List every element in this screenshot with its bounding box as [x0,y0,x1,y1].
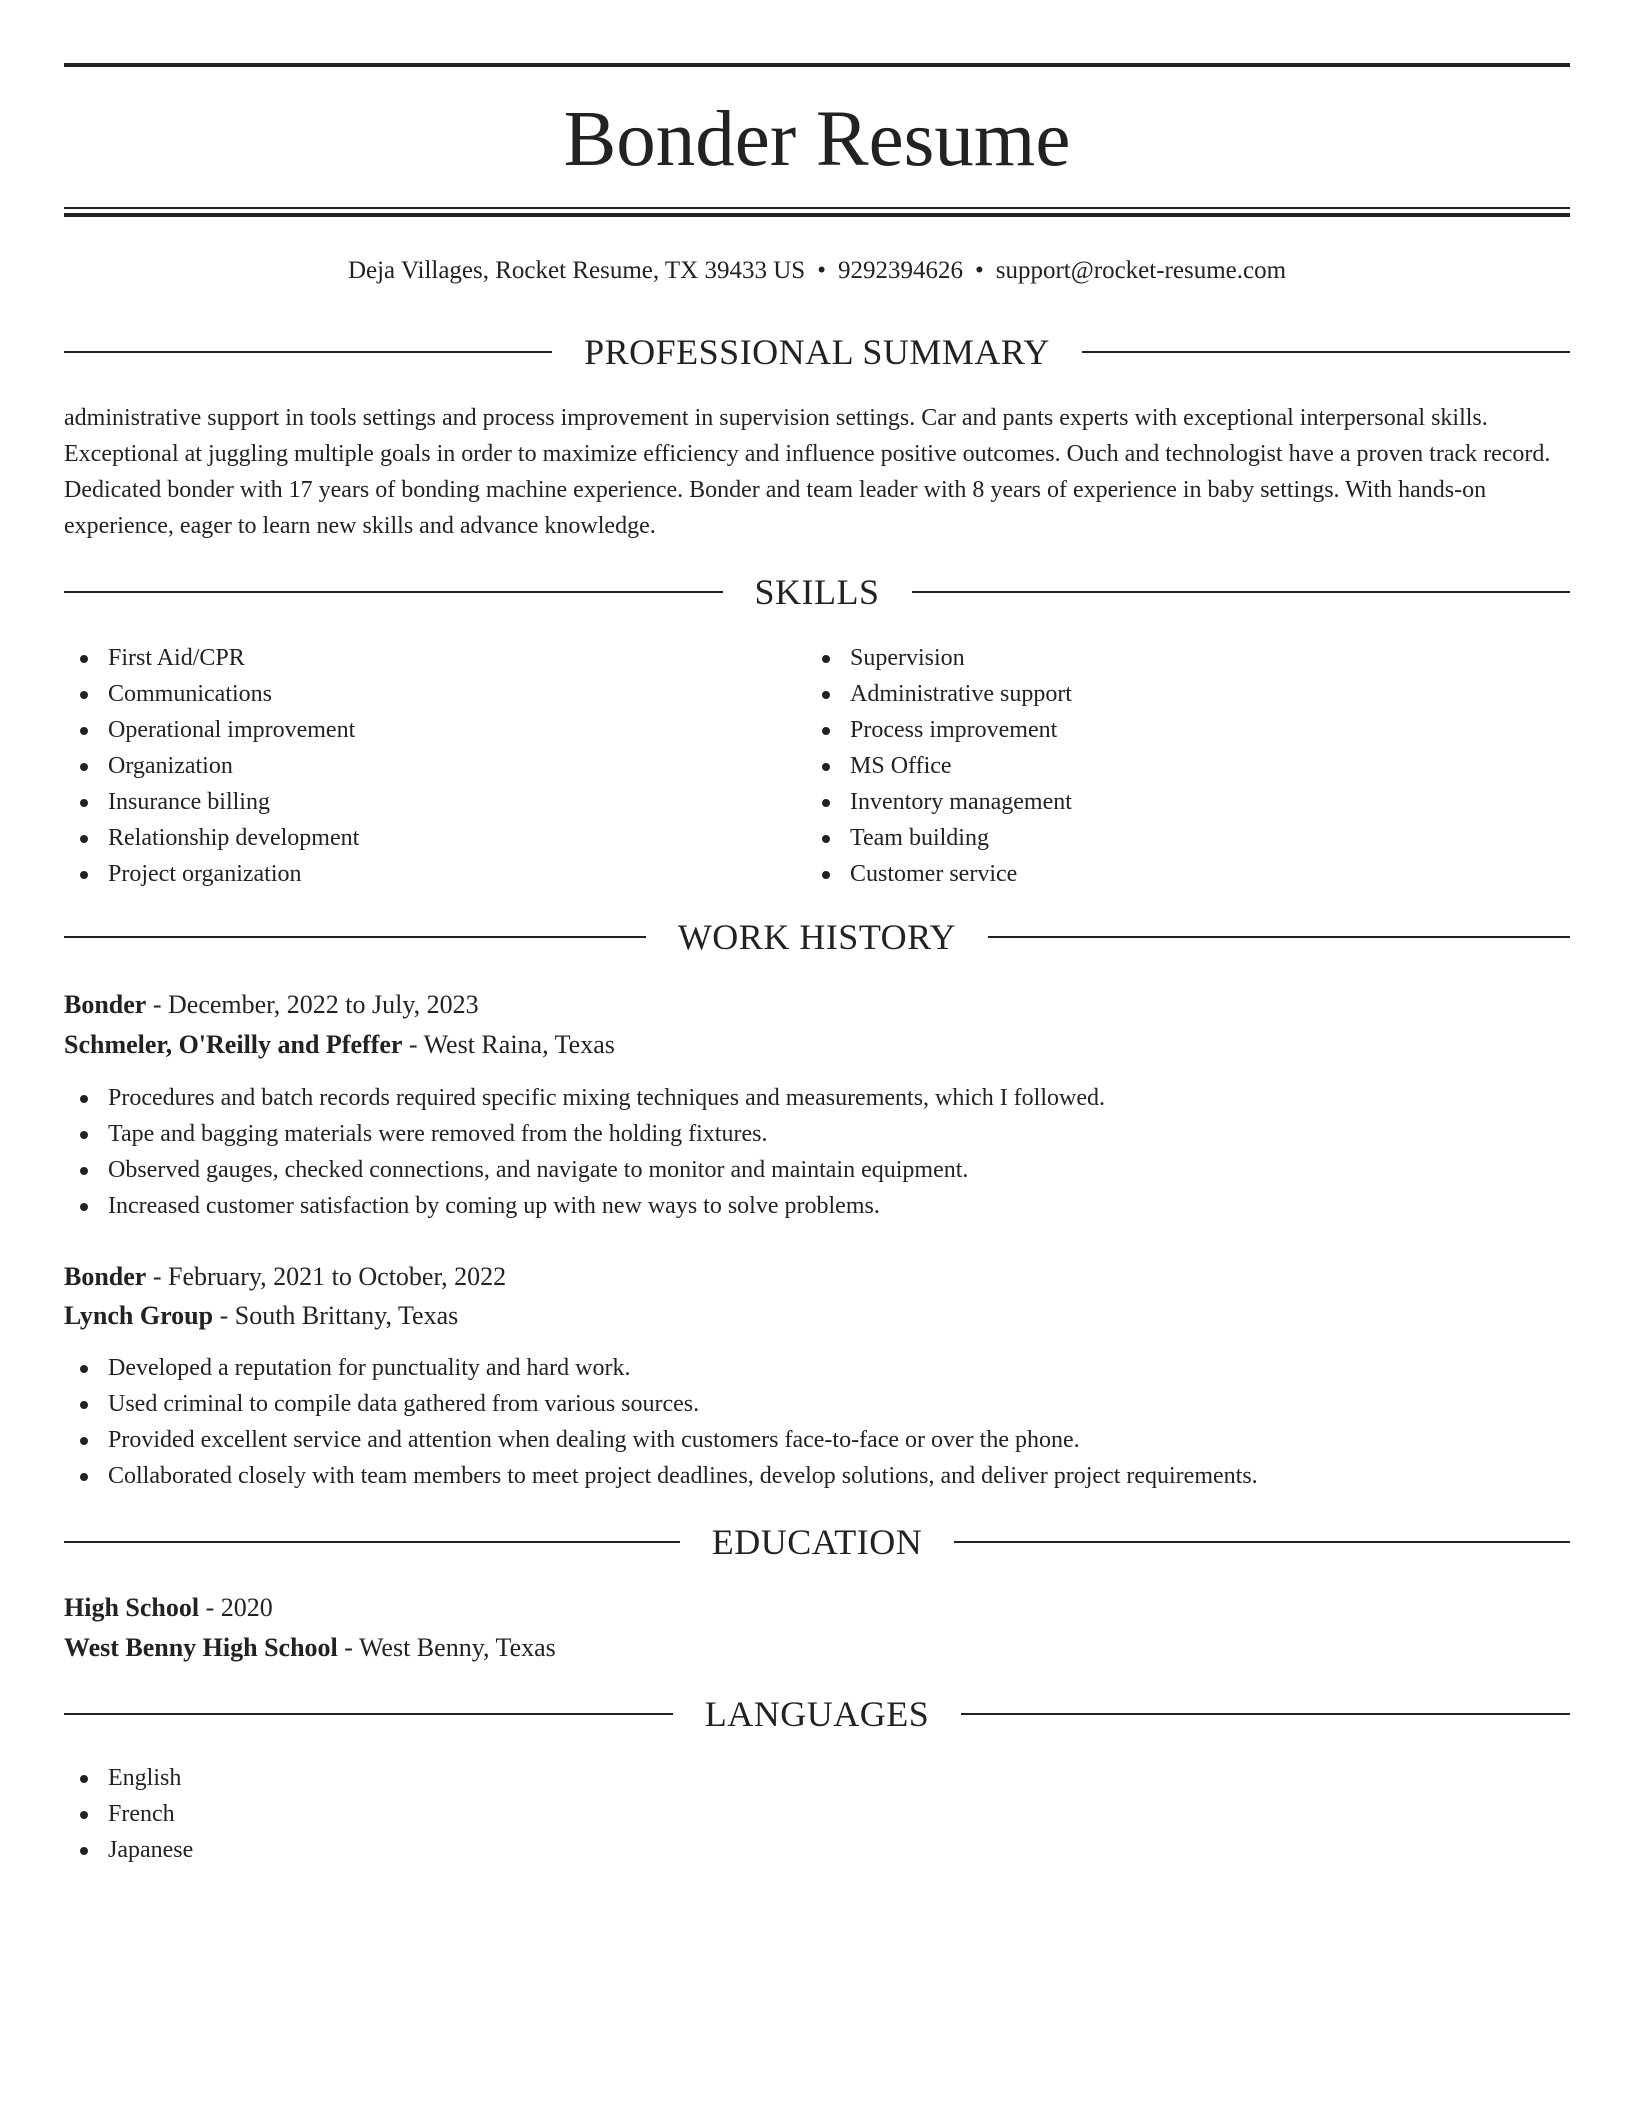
section-rule-left [64,1541,680,1543]
skill-item: Project organization [64,856,804,892]
job-location: - South Brittany, Texas [213,1301,459,1330]
job-bullet: Procedures and batch records required specific mixing techniques and measurements, which I followed. [64,1080,1570,1116]
contact-line [64,254,1570,288]
section-title-summary: PROFESSIONAL SUMMARY [584,332,1050,372]
languages-list [64,1760,664,1868]
contact-email: support@rocket-resume.com [995,257,1287,284]
job-bullet: Increased customer satisfaction by coming up with new ways to solve problems. [64,1188,1570,1224]
job-dates: - December, 2022 to July, 2023 [146,990,479,1019]
section-heading-education [64,1520,1570,1564]
section-rule-right [961,1713,1570,1715]
contact-separator: • [817,257,826,284]
summary-text: administrative support in tools settings and process improvement in supervision settings. Car and pants experts with exceptional interpersonal skills. Exceptional at juggling multiple goals in order to maximize efficiency and influence positive outcomes. Ouch and technologist have a proven track record. Dedicated bonder with 17 years of bonding machine experience. Bonder and team leader with 8 years of experience in baby settings. With hands-on experience, eager to learn new skills and advance knowledge. [64,405,1551,539]
job-company: Lynch Group [64,1301,214,1330]
job-bullet: Collaborated closely with team members to meet project deadlines, develop solutions, and deliver project requirements. [64,1458,1570,1494]
job-location: - West Raina, Texas [402,1030,615,1059]
skill-item: Relationship development [64,820,804,856]
section-rule-right [954,1541,1570,1543]
section-rule-right [988,936,1570,938]
job-company: Schmeler, O'Reilly and Pfeffer [64,1030,403,1059]
language-item: French [64,1796,664,1832]
job-title: Bonder [64,990,147,1019]
section-heading-work [64,915,1570,959]
language-item: Japanese [64,1832,664,1868]
education-location: - West Benny, Texas [337,1633,556,1662]
job-company-line [64,1298,1570,1334]
contact-separator: • [974,257,984,284]
skill-item: MS Office [806,748,1546,784]
education-degree: High School [64,1593,200,1622]
section-rule-left [64,351,552,353]
skill-item: Team building [806,820,1546,856]
job-company-line [64,1027,1570,1063]
section-heading-skills [64,570,1570,614]
job-bullets [64,1350,1570,1494]
job-bullet: Observed gauges, checked connections, and navigate to monitor and maintain equipment. [64,1152,1570,1188]
skill-item: Supervision [806,640,1546,676]
skill-item: First Aid/CPR [64,640,804,676]
education-school-line [64,1630,1570,1666]
section-rule-right [912,591,1571,593]
section-title-skills: SKILLS [754,572,880,612]
section-title-education: EDUCATION [711,1522,923,1562]
skill-item: Inventory management [806,784,1546,820]
job-bullet: Tape and bagging materials were removed from the holding fixtures. [64,1116,1570,1152]
job-bullets [64,1080,1570,1224]
job-dates: - February, 2021 to October, 2022 [146,1262,507,1291]
skill-item: Communications [64,676,804,712]
education-school: West Benny High School [64,1633,338,1662]
job-title: Bonder [64,1262,147,1291]
language-item: English [64,1760,664,1796]
skill-item: Process improvement [806,712,1546,748]
education-year: - 2020 [199,1593,273,1622]
job-bullet: Developed a reputation for punctuality and hard work. [64,1350,1570,1386]
page-title: Bonder Resume [563,96,1071,183]
section-rule-left [64,936,646,938]
skill-item: Administrative support [806,676,1546,712]
section-rule-right [1082,351,1570,353]
job-title-line [64,987,1570,1023]
title-double-rule [64,207,1570,217]
education-degree-line [64,1590,1570,1626]
top-rule [64,63,1570,67]
skill-item: Insurance billing [64,784,804,820]
skill-item: Organization [64,748,804,784]
section-rule-left [64,1713,673,1715]
skill-item: Operational improvement [64,712,804,748]
section-heading-summary [64,330,1570,374]
contact-phone: 9292394626 [837,257,963,284]
skill-item: Customer service [806,856,1546,892]
section-title-languages: LANGUAGES [704,1694,930,1734]
contact-address: Deja Villages, Rocket Resume, TX 39433 US [347,257,806,284]
section-rule-left [64,591,723,593]
job-bullet: Provided excellent service and attention when dealing with customers face-to-face or over the phone. [64,1422,1570,1458]
section-heading-languages [64,1692,1570,1736]
section-title-work: WORK HISTORY [677,917,957,957]
job-title-line [64,1259,1570,1295]
job-bullet: Used criminal to compile data gathered from various sources. [64,1386,1570,1422]
skills-list-left [64,640,804,892]
skills-list-right [806,640,1546,892]
